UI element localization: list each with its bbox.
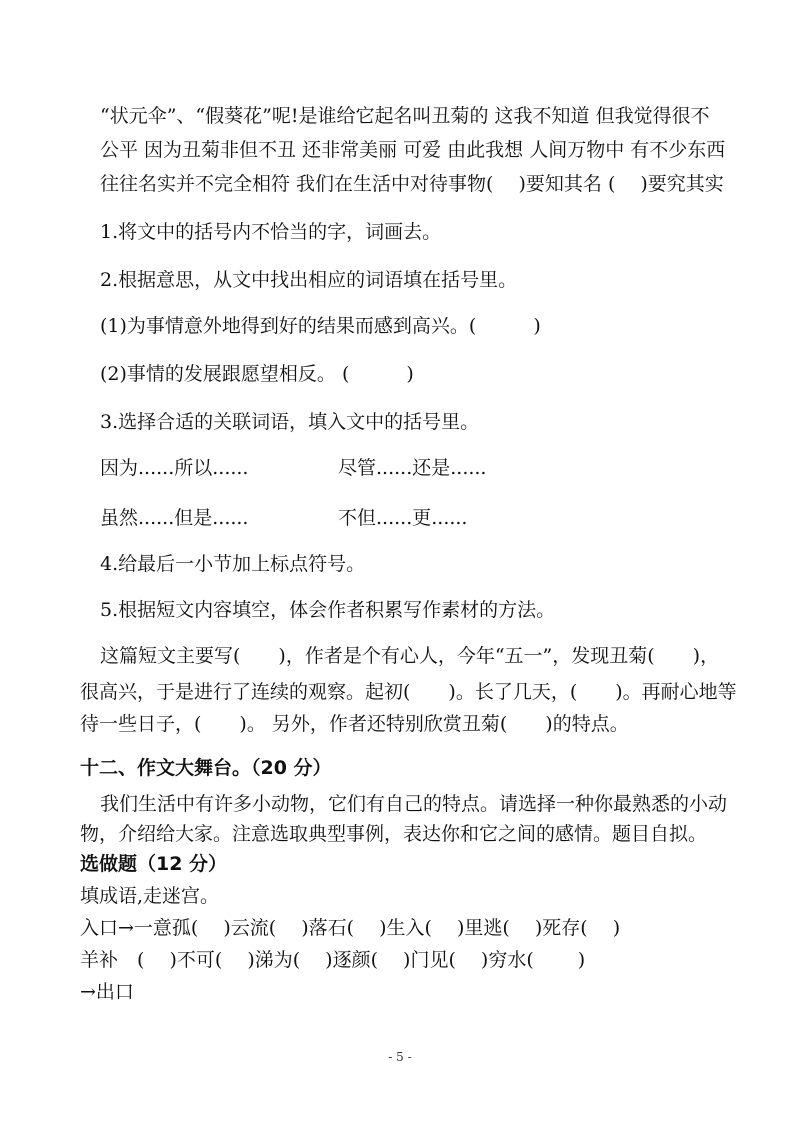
optional-instruction: 填成语,走迷宫。 [80, 885, 220, 907]
question-1: 1.将文中的括号内不恰当的字，词画去。 [100, 221, 442, 243]
section-12-title: 十二、作文大舞台。（20 分） [80, 757, 332, 779]
question-4: 4.给最后一小节加上标点符号。 [100, 553, 366, 575]
question-5-text-line-2: 很高兴，于是进行了连续的观察。起初( )。长了几天，( )。再耐心地等 [80, 681, 737, 703]
question-5-text-line-3: 待一些日子，( )。 另外，作者还特别欣赏丑菊( )的特点。 [80, 713, 629, 735]
question-5: 5.根据短文内容填空，体会作者积累写作素材的方法。 [100, 599, 556, 621]
maze-exit: →出口 [80, 981, 134, 1003]
conjunction-option-d: 不但......更...... [338, 507, 468, 529]
section-12-line-2: 物，介绍给大家。注意选取典型事例，表达你和它之间的感情。题目自拟。 [80, 823, 708, 845]
question-2-item-2: (2)事情的发展跟愿望相反。 ( ) [100, 363, 414, 385]
passage-line-1: “状元伞”、“假葵花”呢!是谁给它起名叫丑菊的 这我不知道 但我觉得很不 [100, 105, 710, 127]
passage-line-2: 公平 因为丑菊非但不丑 还非常美丽 可爱 由此我想 人间万物中 有不少东西 [100, 139, 726, 161]
question-3: 3.选择合适的关联词语，填入文中的括号里。 [100, 411, 480, 433]
maze-line-1: 入口→一意孤( )云流( )落石( )生入( )里逃( )死存( ) [80, 917, 621, 939]
section-12-line-1: 我们生活中有许多小动物，它们有自己的特点。请选择一种你最熟悉的小动 [100, 793, 728, 815]
passage-line-3: 往往名实并不完全相符 我们在生活中对待事物( )要知其名 ( )要究其实 [100, 173, 724, 195]
conjunction-option-a: 因为......所以...... [100, 457, 249, 479]
question-2-item-1: (1)为事情意外地得到好的结果而感到高兴。( ) [100, 315, 541, 337]
question-5-text-line-1: 这篇短文主要写( )，作者是个有心人，今年“五一”，发现丑菊( )， [100, 645, 720, 667]
conjunction-option-c: 虽然......但是...... [100, 507, 249, 529]
page-number: - 5 - [388, 1050, 412, 1064]
maze-line-2: 羊补 ( )不可( )涕为( )逐颜( )门见( )穷水( ) [80, 949, 586, 971]
question-2: 2.根据意思，从文中找出相应的词语填在括号里。 [100, 269, 518, 291]
optional-title: 选做题（12 分） [80, 853, 228, 875]
conjunction-option-b: 尽管......还是...... [338, 457, 487, 479]
